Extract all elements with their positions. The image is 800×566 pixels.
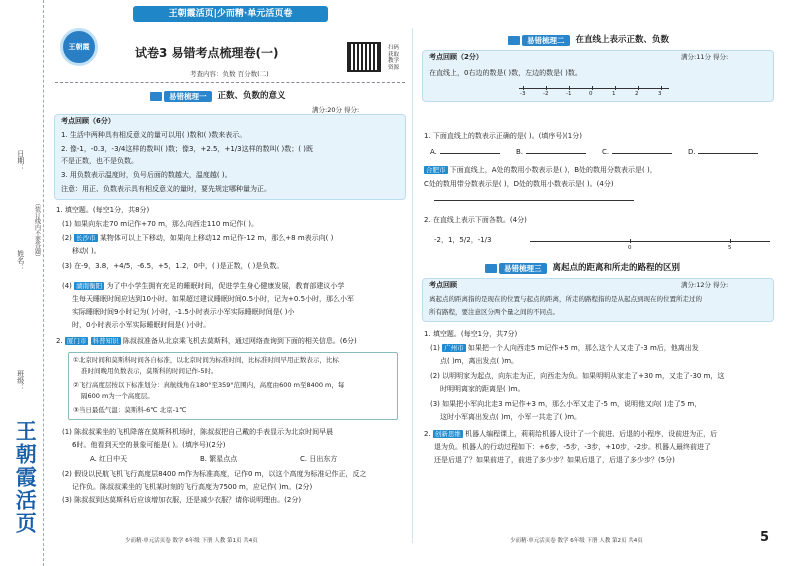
- abcd-number-line: [434, 200, 634, 201]
- section-icon: [485, 264, 497, 273]
- region-tag: 长沙市: [76, 234, 96, 242]
- info-1: ①北京时间和莫斯科时间各自标准，以北京时间为标准时间，比标准时间早用正数表示，比标: [73, 356, 339, 364]
- sec1-q1: 1. 填空题。(每空1分，共8分): [56, 206, 150, 214]
- publisher-logo: 王朝霞: [60, 28, 98, 66]
- sec1-q2-2b: 记作负。陈叔叔乘坐的飞机某时刻的飞行高度为7500 m，应记作( )m。(2分): [72, 483, 313, 491]
- sec2-review-box: [422, 50, 774, 102]
- page-divider: [412, 28, 413, 543]
- sec1-q2-1: (1) 陈叔叔乘坐的飞机降落在莫斯科机场时，陈叔叔把自己戴的手表显示为北京时间早晨: [62, 428, 334, 436]
- review-tick: [592, 86, 593, 90]
- info-2b: 隔600 m为一个高度层。: [81, 392, 154, 400]
- sec1-q1-4b: 生每天睡眠时间应达到10小时。如果超过建议睡眠时间0.5小时，记为+0.5小时，那么小军: [72, 295, 355, 303]
- review-tick: [661, 86, 662, 90]
- sec3-header: [485, 262, 680, 275]
- sec2-title: 在直线上表示正数、负数: [575, 35, 670, 46]
- tick-0: [630, 239, 631, 243]
- sec3-q2b: 退为负。机器人的行动过程如下：+6步，-5步，-3步，+10步，-2步。机器人最终前进了: [434, 443, 712, 451]
- tick-label-0: 0: [628, 245, 632, 251]
- info-box: [68, 352, 398, 420]
- tick-label-5: 5: [728, 245, 732, 251]
- review-tick-label: -2: [543, 91, 549, 97]
- qr-code-icon[interactable]: [347, 42, 381, 72]
- class-label: 班级：: [16, 370, 25, 391]
- sec2-q3: 2. 在直线上表示下面各数。(4分): [424, 216, 527, 224]
- sec3-q1-1b: 点( )m，离出发点( )m。: [440, 357, 519, 365]
- sec2-q1-options: [430, 146, 770, 162]
- sec1-q1-1: (1) 如果向东走70 m记作+70 m，那么向西走110 m记作( )。: [62, 220, 258, 228]
- header-divider: [55, 82, 405, 83]
- sec2-review-1: 在直线上，0右边的数是( )数，左边的数是( )数。: [429, 69, 582, 77]
- page-title: 试卷3 易错考点梳理卷(一): [135, 46, 279, 60]
- review-tick: [546, 86, 547, 90]
- sec1-review-1: 1. 生活中两种具有相反意义的量可以用( )数和( )数来表示。: [61, 131, 247, 139]
- qr-note: 扫码获取教学资源: [388, 45, 400, 71]
- review-tick-label: 0: [589, 91, 593, 97]
- review-number-line: [519, 88, 669, 89]
- footer-left: 少而精·单元活页卷 数学 6年级 下册 人教 第1页 共4页: [125, 538, 258, 544]
- review-tick: [615, 86, 616, 90]
- sec3-q1-3: (3) 如果把小军向北走3 m记作+3 m，那么小军又走了-5 m，说明他又向( )走了5 m，: [430, 400, 702, 408]
- option-d-line: [698, 153, 758, 154]
- sec3-q1-3b: 这时小军离出发点( )m，小军一共走了( )m。: [440, 413, 582, 421]
- sec2-header: [508, 34, 669, 47]
- sec3-q1-2: (2) 以明明家为起点，向东走为正，向西走为负。如果明明从家走了+30 m，又走了-30 m，这: [430, 372, 725, 380]
- sec1-q2-3: (3) 陈叔叔到达莫斯科后应该增加衣服，还是减少衣服？请你说明理由。(2分): [62, 496, 302, 504]
- sec2-q2b: C处的数用带分数表示是( )，D处的数用小数表示是( )。(4分): [424, 180, 614, 188]
- review-tick: [569, 86, 570, 90]
- sec1-review-2: 2. 像-1，-0.3，-3/4这样的数叫( )数；像3，+2.5，+1/3这样的数叫( )数；( )既: [61, 145, 313, 153]
- info-3: ③当日最低气温：莫斯科-6℃ 北京-1℃: [73, 406, 187, 414]
- header-banner: 王朝霞活页|少而精·单元活页卷: [133, 6, 328, 22]
- sec3-score: 满分:12分 得分:: [681, 281, 729, 289]
- sec1-q1-2b: 移动( )。: [72, 247, 101, 255]
- binding-note: （装订线内不要答题）: [33, 200, 41, 260]
- review-tick-label: 1: [612, 91, 616, 97]
- footer-right: 少而精·单元活页卷 数学 6年级 下册 人教 第2页 共4页: [510, 538, 643, 544]
- sec1-q1-4: (4) 湖南衡阳 为了中小学生拥有充足的睡眠时间，促进学生身心健康发展，教育部建议小学: [62, 282, 345, 290]
- sec3-review-box: [422, 278, 774, 322]
- tick-5: [730, 239, 731, 243]
- name-label: 姓名：: [16, 250, 25, 271]
- sec1-q1-2: (2) 长沙市 某物体可以上下移动，如果向上移动12 m记作-12 m，那么+8 m表示向( ): [62, 234, 334, 242]
- option-a-line: [440, 153, 500, 154]
- review-tick-label: -3: [520, 91, 526, 97]
- option-a: A.: [430, 148, 437, 156]
- review-tick: [523, 86, 524, 90]
- sec3-q1-2b: 时明明离家的距离是( )m。: [440, 385, 525, 393]
- option-c-line: [612, 153, 672, 154]
- sec3-review-title: 考点回顾: [429, 281, 457, 289]
- sec3-review-1b: 所有路程，要注意区分两个量之间的不同点。: [429, 308, 559, 316]
- sec3-q1-1: (1) 广州市 如果把一个人向西走5 m记作+5 m，那么这个人又走了-3 m后，他离出发: [430, 344, 699, 352]
- sec1-q1-4c: 实际睡眠时间9小时记为( )小时，-1.5小时表示小军实际睡眠时间是( )小: [72, 308, 295, 316]
- sec1-q2-1b: 6时。他看到天空的景象可能是( )。(填序号)(2分): [72, 441, 226, 449]
- review-tick-label: -1: [566, 91, 572, 97]
- sec3-q2c: 还是后退了？如果前进了，前进了多少步？如果后退了，后退了多少步？(5分): [434, 456, 675, 464]
- sec3-q1: 1. 填空题。(每空1分，共7分): [424, 330, 518, 338]
- sec2-q1: 1. 下面直线上的数表示正确的是( )。(填序号)(1分): [424, 132, 582, 140]
- review-tick-label: 3: [658, 91, 662, 97]
- sec2-review-title: 考点回顾（2分）: [429, 53, 483, 61]
- page-subtitle: 考查内容：负数 百分数(二): [190, 70, 269, 78]
- info-1b: 准时间晚用负数表示，莫斯科的时间记作-5时。: [81, 367, 218, 375]
- option-b-line: [526, 153, 586, 154]
- info-2: ②飞行高度层按以下标准划分：真航线角在180°至359°范围内，高度由600 m至8400 m，每: [73, 381, 345, 389]
- sec1-q1-4d: 时，0小时表示小军实际睡眠时间是( )小时。: [72, 321, 211, 329]
- sec1-q2: 2. 厦门市 科普知识 陈叔叔准备从北京乘飞机去莫斯科，通过网络查询到下面的相关信息。(6分): [56, 337, 357, 345]
- option-b: B. 繁星点点: [200, 455, 238, 463]
- sec3-q2: 2. 创新思维 机器人编程课上，莉莉给机器人设计了一个前进、后退的小程序，设前进为正，后: [424, 430, 718, 438]
- sec3-title: 离起点的距离和所走的路程的区别: [552, 263, 681, 274]
- sec1-review-2b: 不是正数，也不是负数。: [61, 157, 138, 165]
- region-tag: 湖南衡阳: [76, 282, 103, 290]
- option-a: A. 红日中天: [90, 455, 128, 463]
- sec1-score: 满分:20分 得分:: [312, 106, 360, 114]
- brand-logo: 王朝霞活页: [13, 420, 39, 535]
- sec1-review-3: 3. 用负数表示温度时，负号后面的数越大，温度越( )。: [61, 171, 232, 179]
- sec1-q1-3: (3) 在-9，3.8，+4/5，-6.5，+5，1.2，0中，( )是正数，( )是负数。: [62, 262, 284, 270]
- sec1-q2-2: (2) 假设以民航飞机飞行高度层8400 m作为标准高度，记作0 m，以这个高度为标准记作正，反之: [62, 470, 367, 478]
- option-d: D.: [688, 148, 696, 156]
- section-icon: [150, 92, 162, 101]
- sec3-review-1: 离起点的距离指的是现在的位置与起点的距离，所走的路程指的是从起点到现在的位置所走过的: [429, 295, 702, 303]
- date-label: 日期：: [16, 150, 25, 171]
- sec1-review-title: 考点回顾（6分）: [61, 117, 115, 125]
- sec1-review-box: [54, 114, 406, 200]
- page-number: 5: [760, 530, 770, 545]
- option-c: C.: [602, 148, 610, 156]
- sec1-header: [150, 90, 286, 103]
- review-tick: [638, 86, 639, 90]
- option-c: C. 日出东方: [300, 455, 338, 463]
- sec2-q3-nums: -2，1，5/2，-1/3: [434, 236, 492, 244]
- sec1-title: 正数、负数的意义: [217, 91, 286, 102]
- review-tick-label: 2: [635, 91, 639, 97]
- sec2-score: 满分:11分 得分:: [681, 53, 729, 61]
- sec1-tag: 易错梳理一: [164, 91, 212, 102]
- answer-number-line: [530, 241, 770, 242]
- option-b: B.: [516, 148, 524, 156]
- sec2-tag: 易错梳理二: [522, 35, 570, 46]
- section-icon: [508, 36, 520, 45]
- sec3-tag: 易错梳理三: [499, 263, 547, 274]
- sec2-q2: 合肥市 下面直线上，A处的数用小数表示是( )，B处的数用分数表示是( )，: [426, 166, 657, 174]
- sec1-review-note: 注意：用正、负数表示具有相反意义的量时，要先规定哪种量为正。: [61, 185, 271, 193]
